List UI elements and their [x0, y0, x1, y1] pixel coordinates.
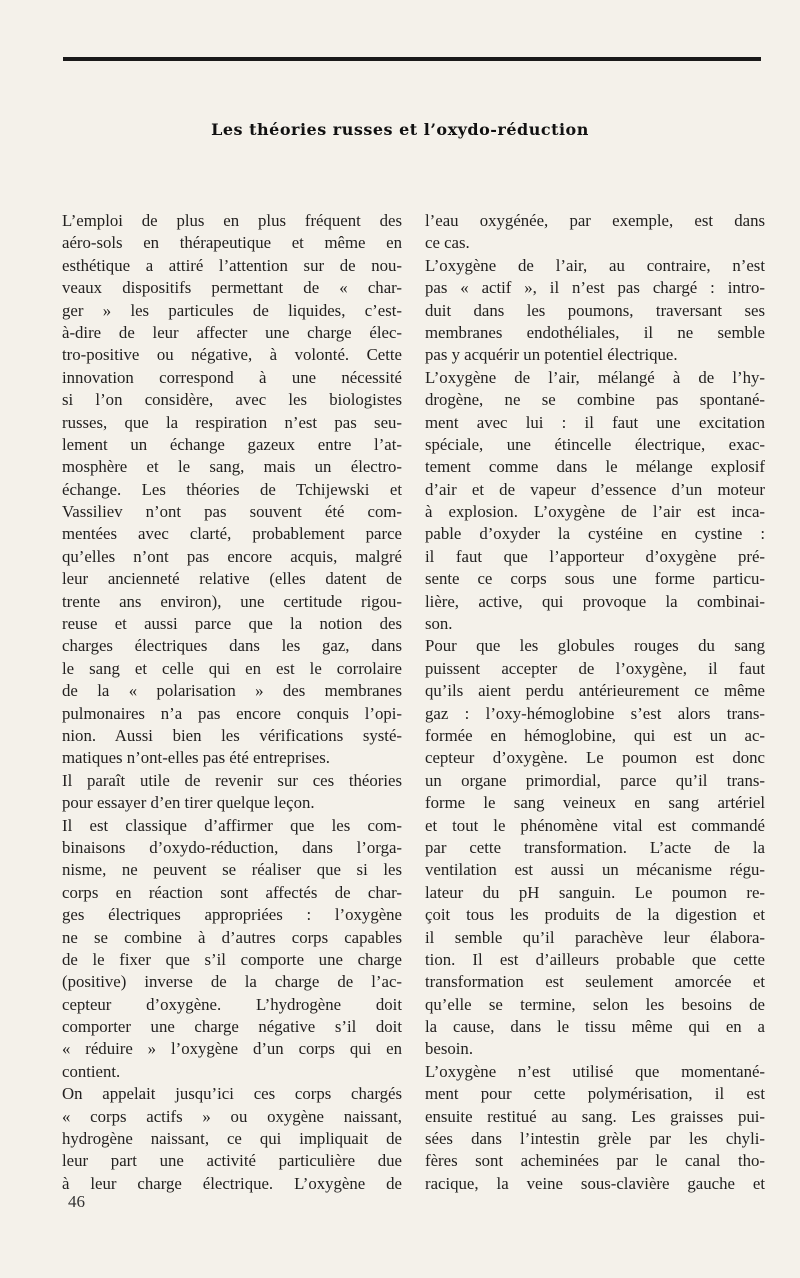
- text-line: racique, la veine sous-clavière gauche et: [425, 1173, 765, 1193]
- text-line: la cause, dans le tissu même qui en a: [425, 1017, 765, 1037]
- text-line: ensuite restitué au sang. Les graisses pui-: [425, 1106, 765, 1126]
- text-line: aéro-sols en thérapeutique et même en: [62, 233, 402, 253]
- text-line: ment pour cette polymérisation, il est: [425, 1084, 765, 1104]
- text-line: fères sont acheminées par le canal tho-: [425, 1151, 765, 1171]
- text-line: binaisons d’oxydo-réduction, dans l’orga-: [62, 837, 402, 857]
- text-line: ne se combine à d’autres corps capables: [62, 927, 402, 947]
- text-line: pas « actif », il n’est pas chargé : intro-: [425, 278, 765, 298]
- text-line: sente ce corps sous une forme particu-: [425, 569, 765, 589]
- text-line: leur part une activité particulière due: [62, 1151, 402, 1171]
- text-line: de la « polarisation » des membranes: [62, 681, 402, 701]
- text-line: duit dans les poumons, traversant ses: [425, 300, 765, 320]
- text-line: à explosion. L’oxygène de l’air est inca-: [425, 502, 765, 522]
- text-line: cepteur d’oxygène. L’hydrogène doit: [62, 994, 402, 1014]
- text-line: par cette transformation. L’acte de la: [425, 837, 765, 857]
- text-line: comporter une charge négative s’il doit: [62, 1017, 402, 1037]
- text-line: sées dans l’intestin grèle par les chyli-: [425, 1129, 765, 1149]
- right-text-column: [425, 210, 765, 1195]
- text-line: charges électriques dans les gaz, dans: [62, 636, 402, 656]
- text-line: ventilation est aussi un mécanisme régu-: [425, 860, 765, 880]
- text-line: mosphère et le sang, mais un électro-: [62, 457, 402, 477]
- text-line: esthétique a attiré l’attention sur de nou-: [62, 255, 402, 275]
- text-line: échange. Les théories de Tchijewski et: [62, 479, 402, 499]
- text-line: à leur charge électrique. L’oxygène de: [62, 1173, 402, 1193]
- left-text-column: [62, 210, 402, 1195]
- text-line: russes, que la respiration n’est pas seu-: [62, 412, 402, 432]
- text-line: lière, active, qui provoque la combinai-: [425, 591, 765, 611]
- text-line: mentées avec clarté, probablement parce: [62, 524, 402, 544]
- text-line: « corps actifs » ou oxygène naissant,: [62, 1106, 402, 1126]
- text-line: drogène, ne se combine pas spontané-: [425, 390, 765, 410]
- text-line: et tout le phénomène vital est commandé: [425, 815, 765, 835]
- text-line: le sang et celle qui en est le corrolaire: [62, 658, 402, 678]
- text-line: lateur du pH sanguin. Le poumon re-: [425, 882, 765, 902]
- text-line: si l’on considère, avec les biologistes: [62, 390, 402, 410]
- text-line: transformation est seulement amorcée et: [425, 972, 765, 992]
- text-line: pour essayer d’en tirer quelque leçon.: [62, 793, 315, 813]
- text-line: qu’elle se termine, selon les besoins de: [425, 994, 765, 1014]
- text-line: un organe primordial, parce qu’il trans-: [425, 770, 765, 790]
- text-line: tro-positive ou négative, à volonté. Cette: [62, 345, 402, 365]
- text-line: pas y acquérir un potentiel électrique.: [425, 345, 678, 365]
- text-line: membranes endothéliales, il ne semble: [425, 322, 765, 342]
- text-line: ges électriques appropriées : l’oxygène: [62, 905, 402, 925]
- text-line: L’oxygène de l’air, au contraire, n’est: [425, 255, 765, 275]
- text-line: spéciale, une étincelle électrique, exac-: [425, 434, 765, 454]
- text-line: qu’elles n’ont pas encore acquis, malgré: [62, 546, 402, 566]
- text-line: L’emploi de plus en plus fréquent des: [62, 211, 402, 230]
- text-line: ce cas.: [425, 233, 470, 253]
- text-line: reuse et aussi parce que la notion des: [62, 614, 402, 634]
- text-line: tion. Il est d’ailleurs probable que cette: [425, 949, 765, 969]
- text-line: nisme, ne peuvent se réaliser que si les: [62, 860, 402, 880]
- text-line: pable d’oxyder la cystéine en cystine :: [425, 524, 765, 544]
- text-line: besoin.: [425, 1039, 474, 1059]
- text-line: L’oxygène de l’air, mélangé à de l’hy-: [425, 367, 765, 387]
- text-line: L’oxygène n’est utilisé que momentané-: [425, 1061, 765, 1081]
- text-line: veaux dispositifs permettant de « char-: [62, 278, 402, 298]
- text-line: (positive) inverse de la charge de l’ac-: [62, 972, 402, 992]
- header-rule: [63, 57, 761, 61]
- text-line: contient.: [62, 1061, 121, 1081]
- text-line: nion. Aussi bien les vérifications systé-: [62, 725, 402, 745]
- text-line: innovation correspond à une nécessité: [62, 367, 402, 387]
- text-line: ment avec lui : il faut une excitation: [425, 412, 765, 432]
- text-line: gaz : l’oxy-hémoglobine s’est alors trans-: [425, 703, 765, 723]
- text-line: qu’ils aient perdu antérieurement ce même: [425, 681, 765, 701]
- text-line: d’air et de vapeur d’essence d’un moteur: [425, 479, 765, 499]
- text-line: Pour que les globules rouges du sang: [425, 636, 765, 656]
- text-line: il semble qu’il parachève leur élabora-: [425, 927, 765, 947]
- page-number: 46: [68, 1192, 85, 1211]
- text-line: corps en réaction sont affectés de char-: [62, 882, 402, 902]
- text-line: de le fixer que s’il comporte une charge: [62, 949, 402, 969]
- text-line: lement un échange gazeux entre l’at-: [62, 434, 402, 454]
- text-line: tement comme dans le mélange explosif: [425, 457, 765, 477]
- text-line: Il est classique d’affirmer que les com-: [62, 815, 402, 835]
- text-line: son.: [425, 614, 453, 634]
- text-line: On appelait jusqu’ici ces corps chargés: [62, 1084, 402, 1104]
- text-line: formée en hémoglobine, qui est un ac-: [425, 725, 765, 745]
- text-line: à-dire de leur affecter une charge élec-: [62, 322, 402, 342]
- article-title: Les théories russes et l’oxydo-réduction: [211, 120, 589, 139]
- text-line: puissent accepter de l’oxygène, il faut: [425, 658, 765, 678]
- text-line: « réduire » l’oxygène d’un corps qui en: [62, 1039, 402, 1059]
- text-line: ger » les particules de liquides, c’est-: [62, 300, 402, 320]
- text-line: Vassiliev n’ont pas souvent été com-: [62, 502, 402, 522]
- text-line: matiques n’ont-elles pas été entreprises.: [62, 748, 330, 768]
- text-line: çoit tous les produits de la digestion et: [425, 905, 765, 925]
- text-line: il faut que l’apporteur d’oxygène pré-: [425, 546, 765, 566]
- text-line: l’eau oxygénée, par exemple, est dans: [425, 211, 765, 230]
- text-line: forme le sang veineux en sang artériel: [425, 793, 765, 813]
- text-line: Il paraît utile de revenir sur ces théories: [62, 770, 402, 790]
- text-line: trente ans environ), une certitude rigou-: [62, 591, 402, 611]
- text-line: hydrogène naissant, ce qui impliquait de: [62, 1129, 402, 1149]
- text-line: cepteur d’oxygène. Le poumon est donc: [425, 748, 765, 768]
- text-line: pulmonaires n’a pas encore conquis l’opi-: [62, 703, 402, 723]
- text-line: leur ancienneté relative (elles datent de: [62, 569, 402, 589]
